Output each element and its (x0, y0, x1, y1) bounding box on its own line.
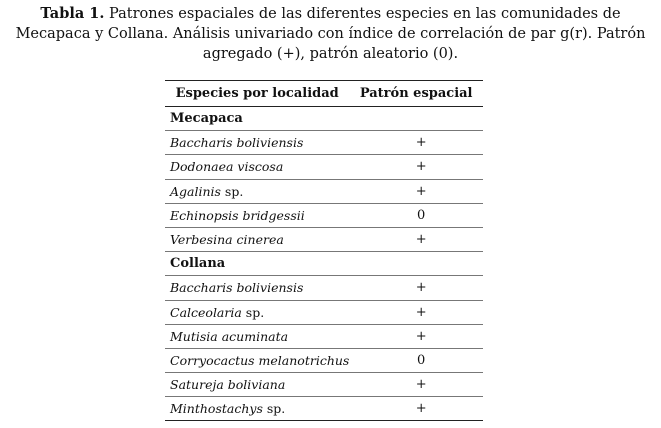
species-name: Minthostachys (170, 401, 263, 417)
header-species: Especies por localidad (165, 81, 349, 107)
pattern-cell: + (349, 227, 483, 251)
table-header (165, 81, 483, 107)
caption-label: Tabla 1. (40, 5, 105, 22)
species-name: Calceolaria (170, 304, 242, 320)
pattern-cell: 0 (349, 348, 483, 372)
species-name: Verbesina cinerea (170, 232, 284, 248)
species-name: Baccharis boliviensis (170, 280, 304, 296)
species-cell (165, 276, 349, 300)
species-pattern-table (165, 80, 483, 421)
species-name: Mutisia acuminata (170, 328, 289, 344)
species-cell (165, 300, 349, 324)
pattern-cell: + (349, 300, 483, 324)
species-cell (165, 179, 349, 203)
header-row (165, 81, 483, 107)
species-suffix: sp. (262, 401, 286, 417)
species-cell (165, 227, 349, 251)
species-name: Corryocactus melanotrichus (170, 352, 350, 368)
species-suffix: sp. (220, 183, 244, 199)
table-row (165, 227, 483, 251)
table-row (165, 348, 483, 372)
species-cell (165, 373, 349, 397)
species-cell (165, 397, 349, 421)
caption-text: Patrones espaciales de las diferentes especies en las comunidades de Mecapaca y Collana. Análisis univariado con índice de correlación de par g(r). Patrón agregado (+), patrón aleatorio (0). (15, 6, 646, 62)
pattern-cell: + (349, 373, 483, 397)
species-name: Satureja boliviana (170, 377, 286, 393)
species-cell (165, 131, 349, 155)
table-caption (4, 4, 657, 64)
species-cell (165, 155, 349, 179)
pattern-cell: + (349, 179, 483, 203)
species-cell (165, 203, 349, 227)
table-row (165, 131, 483, 155)
table-row (165, 324, 483, 348)
species-name: Dodonaea viscosa (170, 159, 284, 175)
pattern-cell: + (349, 397, 483, 421)
table-row (165, 203, 483, 227)
species-cell (165, 324, 349, 348)
table-body (165, 107, 483, 421)
table-row (165, 155, 483, 179)
group-label: Mecapaca (165, 107, 483, 131)
header-pattern: Patrón espacial (349, 81, 483, 107)
table-row (165, 397, 483, 421)
species-name: Baccharis boliviensis (170, 135, 304, 151)
table-row (165, 300, 483, 324)
species-suffix: sp. (241, 304, 265, 320)
table-row (165, 179, 483, 203)
pattern-cell: + (349, 324, 483, 348)
group-row-collana (165, 252, 483, 276)
species-name: Echinopsis bridgessii (170, 207, 305, 223)
species-name: Agalinis (170, 183, 221, 199)
species-cell (165, 348, 349, 372)
pattern-cell: + (349, 131, 483, 155)
group-label: Collana (165, 252, 483, 276)
pattern-cell: + (349, 276, 483, 300)
pattern-cell: + (349, 155, 483, 179)
pattern-cell: 0 (349, 203, 483, 227)
group-row-mecapaca (165, 107, 483, 131)
table-row (165, 276, 483, 300)
table-row (165, 373, 483, 397)
